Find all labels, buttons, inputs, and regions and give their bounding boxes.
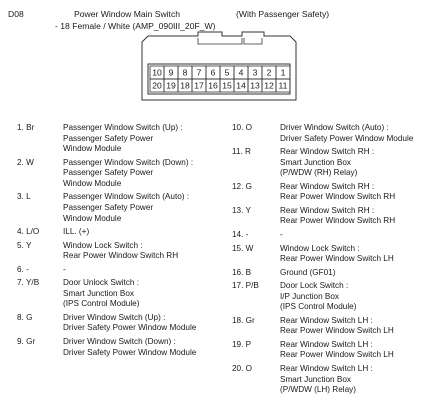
pin-number: 17 [194,80,204,91]
pin-description-line: Rear Window Switch LH : [280,339,373,349]
pin-entry-description [280,230,283,241]
pin-description-line: Window Lock Switch : [63,240,143,250]
pin-description-line: Driver Window Switch (Down) : [63,337,176,346]
pin-description-line: Rear Window Switch RH : [280,147,375,157]
pin-number: 15 [222,80,232,91]
pin-entry-description [280,123,413,144]
pin-number: 19 [166,80,176,91]
pin-description-line: ILL. (+) [63,227,90,237]
pin-entry-description [63,337,196,358]
pin-description-line: Driver Window Switch (Up) : [63,312,166,322]
pin-entry-number: 5. Y [17,240,32,250]
pin-description-line: Passenger Safety Power [63,202,154,212]
pin-entry-description [63,313,196,334]
pin-description-line: Door Unlock Switch : [63,278,139,288]
pin-description-line: Smart Junction Box [63,288,134,298]
pin-description-line: Passenger Window Switch (Auto) : [63,192,190,202]
pin-description-line: (IPS Control Module) [63,299,140,309]
pin-number: 5 [224,67,230,78]
pin-number: 20 [152,80,162,91]
pin-entry-number: 16. B [232,267,252,277]
pin-entry-number: 13. Y [232,205,251,215]
pin-description-line: Door Lock Switch : [280,281,349,291]
pin-entry-description [280,281,356,313]
connector-latch [198,38,242,44]
pin-description-line: Rear Power Window Switch LH [280,350,394,360]
pin-entry-description [63,227,89,238]
pin-description-line: Rear Power Window Switch RH [280,192,396,202]
pin-description-line: Rear Power Window Switch LH [280,254,394,264]
pin-description-line: Rear Window Switch LH : [280,364,373,373]
connector-key [244,38,262,44]
pin-number: 10 [152,67,162,78]
pin-grid [150,66,290,92]
pin-description-line: Passenger Safety Power [63,133,154,143]
pin-number: 13 [250,80,260,91]
pin-description-line: Passenger Window Switch (Up) : [63,123,183,132]
pin-description-line: Passenger Window Switch (Down) : [63,157,194,167]
pin-number: 12 [264,80,274,91]
pin-entry-number: 2. W [17,157,34,167]
pin-entry-number: 12. G [232,181,253,191]
pin-entry-number: 20. O [232,364,253,373]
pin-description-line: Smart Junction Box [280,157,351,167]
pin-description-line: Window Module [63,144,122,154]
pin-number: 16 [208,80,218,91]
pin-description-line: Rear Power Window Switch RH [280,216,396,226]
pin-entry-description [280,340,394,361]
connector-note: (With Passenger Safety) [236,9,330,19]
pin-description-line: - [63,264,66,274]
pin-entry-description [280,244,394,265]
pin-entry-number: 3. L [17,192,31,202]
pin-entry-number: 4. L/O [17,227,40,237]
pin-number: 6 [210,67,216,78]
pin-entry-description [280,147,374,179]
pin-description-line: Ground (GF01) [280,267,336,277]
pin-description-line: Rear Window Switch LH : [280,315,373,325]
pin-entry-number: 17. P/B [232,281,259,291]
pin-entry-description [63,158,193,190]
pin-entry-description [63,123,183,155]
pin-entry-description [280,182,395,203]
pin-description-line: I/P Junction Box [280,291,340,301]
pin-description-line: - [280,230,283,239]
pin-description-line: Rear Window Switch RH : [280,181,375,191]
pin-description-line: Window Module [63,178,122,188]
connector-code: D08 [8,9,24,19]
pin-entry-description [63,192,189,224]
pin-entry-description [63,278,139,310]
pin-description-line: Passenger Safety Power [63,168,154,178]
pin-description-line: Driver Safety Power Window Module [63,323,197,333]
pin-entry-number: 19. P [232,339,252,349]
pin-description-line: (IPS Control Module) [280,302,357,312]
pin-entry-description [280,364,373,396]
pin-number: 4 [238,67,244,78]
pin-entry-description [63,241,178,262]
connector-face-diagram [138,28,300,106]
pin-number: 3 [252,67,258,78]
pin-entry-number: 9. Gr [17,337,36,346]
pin-number: 9 [168,67,174,78]
pin-entry-number: 8. G [17,312,33,322]
pin-number: 1 [280,67,286,78]
connector-title: Power Window Main Switch [74,9,181,19]
pin-entry-number: 14. - [232,230,249,239]
pin-number: 8 [182,67,188,78]
pin-number: 14 [236,80,246,91]
pin-entry-number: 10. O [232,123,253,132]
pin-number: 18 [180,80,190,91]
pin-entry-description [280,268,336,279]
pin-description-line: Rear Power Window Switch RH [63,251,179,261]
pin-entry-number: 7. Y/B [17,278,40,288]
pin-description-line: Rear Power Window Switch LH [280,326,394,336]
pin-description-line: Driver Safety Power Window Module [63,347,197,357]
pin-description-line: (P/WDW (LH) Relay) [280,385,356,395]
pin-number: 2 [266,67,272,78]
pin-entry-number: 15. W [232,243,254,253]
pin-entry-description [280,206,395,227]
pin-description-line: Rear Window Switch RH : [280,205,375,215]
pin-number: 11 [278,80,288,91]
pin-description-line: (P/WDW (RH) Relay) [280,168,358,178]
pin-entry-number: 18. Gr [232,315,255,325]
connector-subtitle: - 18 Female / White (AMP_090III_20F_W) [55,21,216,31]
pin-description-line: Window Lock Switch : [280,243,360,253]
pin-number: 7 [196,67,202,78]
pin-description-line: Smart Junction Box [280,374,351,384]
pin-entry-number: 1. Br [17,123,35,132]
pin-entry-number: 11. R [232,147,251,157]
pin-entry-description [280,316,394,337]
pin-description-line: Driver Window Switch (Auto) : [280,123,389,132]
pin-description-line: Window Module [63,213,122,223]
pin-entry-number: 6. - [17,264,29,274]
pin-entry-description [63,265,66,276]
pin-description-line: Driver Safety Power Window Module [280,133,414,143]
